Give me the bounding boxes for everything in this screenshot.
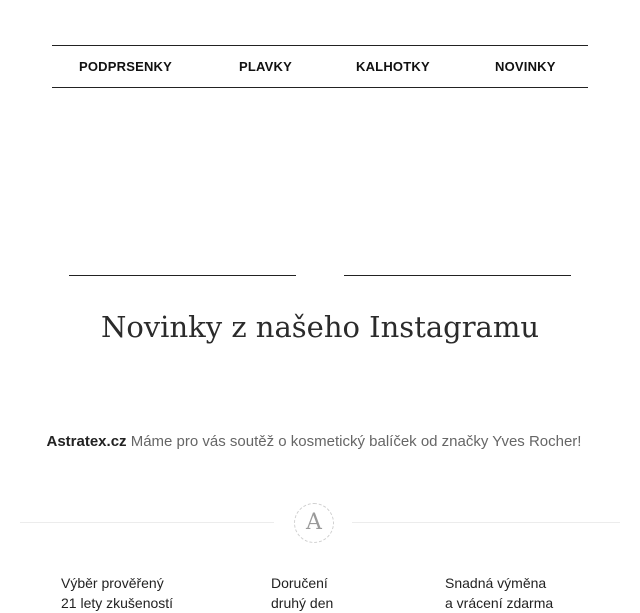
brand-logo-icon: A	[294, 503, 334, 543]
feature-selection-line1: Výběr prověřený	[61, 575, 164, 591]
footer-divider-left	[20, 522, 274, 523]
feature-returns-line1: Snadná výměna	[445, 575, 547, 591]
feature-returns-line2: a vrácení zdarma	[445, 595, 554, 611]
feature-selection-line2: 21 lety zkušeností	[61, 595, 174, 611]
feature-delivery-line1: Doručení	[271, 575, 328, 591]
instagram-account[interactable]: Astratex.cz	[46, 433, 127, 450]
nav-item-novinky[interactable]: NOVINKY	[495, 59, 556, 74]
nav-item-kalhotky[interactable]: KALHOTKY	[356, 59, 430, 74]
footer-divider-right	[352, 522, 620, 523]
section-rule-right	[344, 275, 571, 276]
feature-selection	[61, 573, 173, 613]
feature-delivery-line2: druhý den	[271, 595, 334, 611]
instagram-heading: Novinky z našeho Instagramu	[100, 310, 540, 344]
main-navigation	[52, 45, 588, 88]
nav-item-plavky[interactable]: PLAVKY	[239, 59, 292, 74]
nav-item-podprsenky[interactable]: PODPRSENKY	[79, 59, 173, 74]
feature-delivery	[271, 573, 333, 613]
section-rule-left	[69, 275, 296, 276]
feature-returns	[445, 573, 553, 613]
instagram-post-text: Máme pro vás soutěž o kosmetický balíček od značky Yves Rocher!	[130, 433, 582, 450]
instagram-post[interactable]	[0, 433, 628, 450]
